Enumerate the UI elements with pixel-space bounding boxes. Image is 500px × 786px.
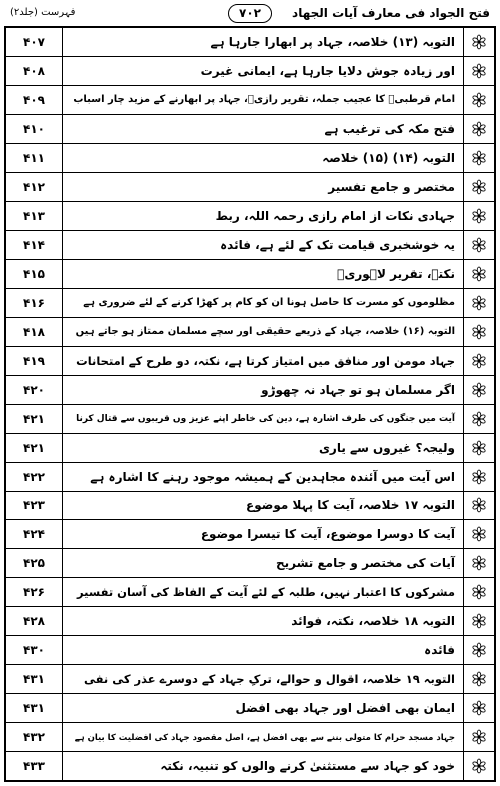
toc-page-number: ۴۳۰ [6, 636, 63, 664]
flower-ornament-icon [463, 434, 494, 462]
toc-row [6, 636, 494, 665]
flower-ornament-icon [463, 694, 494, 722]
toc-page-number: ۴۱۰ [6, 115, 63, 143]
toc-page-number: ۴۲۲ [6, 463, 63, 491]
toc-row [6, 202, 494, 231]
flower-ornament-icon [463, 347, 494, 375]
flower-ornament-icon [463, 520, 494, 548]
flower-ornament-icon [463, 115, 494, 143]
toc-row [6, 665, 494, 694]
toc-entry-title[interactable]: مختصر و جامع تفسیر [328, 179, 455, 194]
toc-entry-title[interactable]: نکتہ، تقریر لاہوریؒ [337, 266, 455, 281]
toc-entry-title[interactable]: التوبہ (۱۳) خلاصہ، جہاد پر ابھارا جارہا ہے [210, 34, 455, 49]
toc-entry-title[interactable]: امام قرطبیؒ کا عجیب جملہ، تقریر رازیؒ، جہاد پر ابھارنے کے مزید چار اسباب [73, 94, 455, 106]
toc-entry-title[interactable]: التوبہ ۱۷ خلاصہ، آیت کا پہلا موضوع [246, 498, 455, 513]
toc-page-number: ۴۳۳ [6, 752, 63, 780]
toc-row [6, 752, 494, 780]
toc-page-number: ۴۳۱ [6, 665, 63, 693]
toc-row [6, 115, 494, 144]
toc-row [6, 57, 494, 86]
flower-ornament-icon [463, 607, 494, 635]
toc-entry-title[interactable]: جہادی نکات از امام رازی رحمہ اللہ، ربط [215, 208, 455, 223]
flower-ornament-icon [463, 578, 494, 606]
toc-entry-title[interactable]: ولیجہ؟ غیروں سے یاری [318, 440, 455, 455]
toc-row [6, 173, 494, 202]
flower-ornament-icon [463, 636, 494, 664]
flower-ornament-icon [463, 318, 494, 346]
toc-page-number: ۴۲۵ [6, 549, 63, 577]
toc-row [6, 318, 494, 347]
toc-page-number: ۴۱۲ [6, 173, 63, 201]
toc-page-number: ۴۲۳ [6, 492, 63, 520]
table-of-contents [4, 26, 496, 782]
toc-page-number: ۴۱۱ [6, 144, 63, 172]
toc-row [6, 434, 494, 463]
toc-entry-title[interactable]: خود کو جہاد سے مستثنیٰ کرنے والوں کو تنبیہ، نکتہ [160, 759, 455, 774]
toc-row [6, 86, 494, 115]
toc-entry-title[interactable]: اور زیادہ جوش دلایا جارہا ہے، ایمانی غیرت [200, 63, 455, 78]
flower-ornament-icon [463, 289, 494, 317]
toc-row [6, 231, 494, 260]
toc-page-number: ۴۲۶ [6, 578, 63, 606]
page-number-badge [228, 2, 272, 23]
toc-entry-title[interactable]: یہ خوشخبری قیامت تک کے لئے ہے، فائدہ [220, 237, 455, 252]
toc-page-number: ۴۱۳ [6, 202, 63, 230]
toc-row [6, 347, 494, 376]
flower-ornament-icon [463, 86, 494, 114]
toc-page-number: ۴۳۱ [6, 694, 63, 722]
toc-page-number: ۴۲۸ [6, 607, 63, 635]
toc-row [6, 289, 494, 318]
toc-entry-title[interactable]: آیت میں جنگوں کی طرف اشارہ ہے، دین کی خاطر اپنے عزیز وں قریبوں سے قتال کرنا [76, 413, 455, 424]
toc-entry-title[interactable]: فتح مکہ کی ترغیب ہے [324, 121, 455, 136]
toc-entry-title[interactable]: آیت کا دوسرا موضوع، آیت کا تیسرا موضوع [200, 527, 455, 542]
toc-row [6, 520, 494, 549]
toc-entry-title[interactable]: ایمان بھی افضل اور جہاد بھی افضل [235, 701, 455, 716]
toc-page-number: ۴۲۱ [6, 405, 63, 433]
toc-entry-title[interactable]: التوبہ (۱۶) خلاصہ، جہاد کے ذریعے حقیقی اور سچے مسلمان ممتاز ہو جاتے ہیں [75, 326, 455, 338]
toc-page-number: ۴۱۸ [6, 318, 63, 346]
flower-ornament-icon [463, 752, 494, 780]
toc-entry-title[interactable]: مشرکوں کا اعتبار نہیں، طلبہ کے لئے آیت کے الفاظ کی آسان تفسیر [77, 585, 455, 600]
flower-ornament-icon [463, 492, 494, 520]
toc-entry-title[interactable]: جہاد مسجد حرام کا متولی بننے سے بھی افضل ہے، اصل مقصود جہاد کی افضلیت کا بیان ہے [74, 732, 455, 743]
toc-entry-title[interactable]: جہاد مومن اور منافق میں امتیاز کرتا ہے، نکتہ، دو طرح کے امتحانات [76, 353, 455, 368]
toc-page-number: ۴۲۰ [6, 376, 63, 404]
toc-row [6, 405, 494, 434]
toc-page-number: ۴۱۵ [6, 260, 63, 288]
toc-page-number: ۴۰۸ [6, 57, 63, 85]
toc-row [6, 28, 494, 57]
toc-entry-title[interactable]: التوبہ ۱۹ خلاصہ، اقوال و حوالے، ترکِ جہاد کے دوسرے عذر کی نفی [83, 672, 455, 687]
toc-row [6, 463, 494, 492]
flower-ornament-icon [463, 144, 494, 172]
flower-ornament-icon [463, 463, 494, 491]
toc-page-number: ۴۱۴ [6, 231, 63, 259]
page-header [4, 2, 496, 23]
toc-page-number: ۴۲۴ [6, 520, 63, 548]
toc-entry-title[interactable]: اس آیت میں آئندہ مجاہدین کے ہمیشہ موجود رہنے کا اشارہ ہے [90, 469, 455, 484]
section-label: فہرست (جلد۲) [10, 7, 76, 18]
flower-ornament-icon [463, 376, 494, 404]
flower-ornament-icon [463, 549, 494, 577]
toc-page-number: ۴۱۹ [6, 347, 63, 375]
toc-page-number: ۴۰۹ [6, 86, 63, 114]
flower-ornament-icon [463, 202, 494, 230]
book-title: فتح الجواد فی معارف آیات الجھاد [292, 5, 490, 20]
toc-entry-title[interactable]: مظلوموں کو مسرت کا حاصل ہونا ان کو کام پر کھڑا کرنے کے لئے ضروری ہے [83, 297, 455, 309]
toc-entry-title[interactable]: فائدہ [424, 643, 455, 658]
toc-row [6, 578, 494, 607]
toc-page-number: ۴۲۱ [6, 434, 63, 462]
toc-row [6, 694, 494, 723]
toc-entry-title[interactable]: التوبہ ۱۸ خلاصہ، نکتہ، فوائد [291, 614, 455, 629]
toc-page-number: ۴۳۲ [6, 723, 63, 751]
toc-page-number: ۴۱۶ [6, 289, 63, 317]
toc-row [6, 607, 494, 636]
toc-row [6, 723, 494, 752]
flower-ornament-icon [463, 231, 494, 259]
page-number: ۷۰۲ [228, 4, 272, 23]
toc-row [6, 492, 494, 521]
toc-row [6, 144, 494, 173]
flower-ornament-icon [463, 665, 494, 693]
toc-row [6, 549, 494, 578]
toc-entry-title[interactable]: اگر مسلمان ہو تو جہاد نہ چھوڑو [261, 382, 455, 397]
toc-entry-title[interactable]: التوبہ (۱۴) (۱۵) خلاصہ [322, 150, 455, 165]
flower-ornament-icon [463, 173, 494, 201]
flower-ornament-icon [463, 405, 494, 433]
flower-ornament-icon [463, 260, 494, 288]
flower-ornament-icon [463, 28, 494, 56]
toc-entry-title[interactable]: آیات کی مختصر و جامع تشریح [275, 556, 455, 571]
flower-ornament-icon [463, 57, 494, 85]
toc-page-number: ۴۰۷ [6, 28, 63, 56]
toc-row [6, 376, 494, 405]
flower-ornament-icon [463, 723, 494, 751]
toc-row [6, 260, 494, 289]
